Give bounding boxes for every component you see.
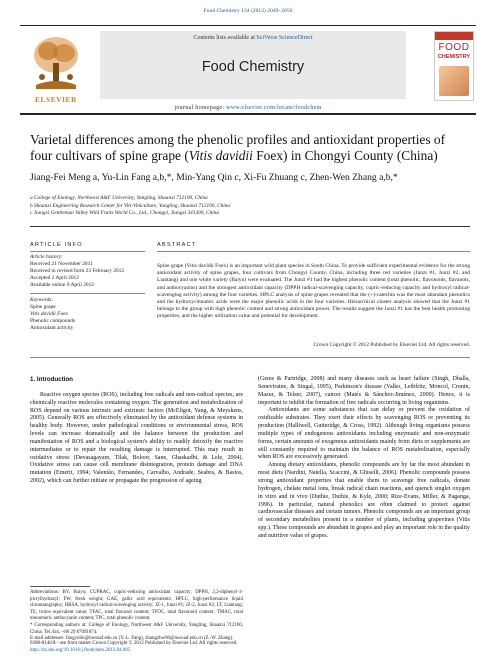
issn-line: 0308-8146/$ - see front matter Crown Copyright © 2012 Published by Elsevier Ltd. All rights reserved. bbox=[30, 641, 238, 646]
title-part-2: Foex) in Chongyi County (China) bbox=[252, 148, 438, 163]
article-info-heading: ARTICLE INFO bbox=[30, 242, 83, 248]
abstract-rule bbox=[157, 251, 470, 252]
abstract-heading: ABSTRACT bbox=[157, 242, 197, 248]
intro-paragraph: Among dietary antioxidants, phenolic compounds are by far the most abundant in most diets (Nardini, Natella, Scaccini, & Ghiselli, 2006). Phenolic compounds possess strong antioxidant properties that enable them to scavenge free radicals, donate hydrogen, chelate metal ions, break radical chain reactions, and quench singlet oxygen in vitro and in vivo (Duthie, Duthie, & Kyle, 2000; Rice-Evans, Miller, & Paganga, 1996). In particular, natural phenolics are often claimed to protect against cardiovascular diseases and certain tumors. Phenolic compounds are an important group of secondary metabolites present in a number of plants, including grapevines (Vitis spp.). These compounds are abundant in grapes and play an important role in the quality and nutritive value of grapes. bbox=[258, 462, 470, 539]
affiliation-a: a College of Enology, Northwest A&F University, Yangling, Shaanxi 712100, China bbox=[30, 195, 208, 201]
bottom-matter bbox=[30, 641, 470, 654]
elsevier-tree-logo-icon bbox=[26, 33, 86, 91]
history-label: Article history: bbox=[30, 254, 63, 260]
body-column-right bbox=[258, 376, 470, 541]
author-list: Jiang-Fei Meng a, Yu-Lin Fang a,b,*, Min-Yang Qin c, Xi-Fu Zhuang c, Zhen-Wen Zhang a,b,* bbox=[30, 172, 398, 183]
history-online: Available online 9 April 2012 bbox=[30, 282, 94, 288]
journal-cover-thumbnail[interactable] bbox=[434, 31, 474, 101]
abstract-bottom-rule bbox=[30, 357, 470, 358]
email-footnote: E-mail addresses: fangyulin@nwsuaf.edu.cn (Y.-L. Fang), zhangzhw60@nwsuaf.edu.cn (Z.-W. Zhang). bbox=[30, 636, 234, 642]
keyword-item: Spine grape bbox=[30, 304, 56, 310]
journal-title: Food Chemistry bbox=[201, 59, 305, 75]
publisher-name: ELSEVIER bbox=[35, 95, 77, 104]
intro-paragraph: Reactive oxygen species (ROS), including free radicals and non-radical species, are chemically reactive molecules containing oxygen. The generation and metabolization of ROS depend on various intrinsic and extrinsic factors (McEligot, Yang, & Meyskens, 2005). Generally ROS are effectively eliminated by the antioxidant defense systems in healthy body. However, under pathological conditions or environmental stress, ROS levels can increase dramatically and the balance between the production and manifestation of ROS and a biological system's ability to readily detoxify the reactive intermediates or to repair the resulting damage is interrupted. This may result in oxidative stress (Devasagayam, Tilak, Boloor, Sane, Ghaskadbi, & Lele, 2004). Oxidative stress can cause cell membrane disintegration, protein damage and DNA mutation (Emerit, 1994; Valentão, Fernandes, Carvalho, Andrade, Seabra, & Bastos, 2002), which can further initiate or propagate the progression of ageing bbox=[30, 391, 243, 485]
abbreviations-footnote: Abbreviations: BY, Baiyu; CUPRAC, cupric-reducing antioxidant capacity; DPPH, 2,2-diphenyl-1-picrylhydrazyl; FW, fresh weight; GAE, gallic acid equivalents; HPLC, high-performance liquid chromatography; HRSA, hydroxyl radical-scavenging activity; JZ-1, Junzi #1; JZ-2, Junzi #2; LT, Liantang; TE, trolox equivalent value; TFAC, total flavanol content; TFOC, total flavonoid content; TMAC, total monomeric anthocyanin content; TPC, total phenolic content. bbox=[30, 590, 243, 622]
title-block-rule bbox=[30, 226, 470, 227]
journal-header bbox=[20, 25, 476, 115]
doi-link[interactable]: http://dx.doi.org/10.1016/j.foodchem.2012.04.005 bbox=[30, 647, 131, 653]
journal-reference[interactable]: Food Chemistry 134 (2012) 2049–2056 bbox=[203, 8, 293, 14]
abstract-text: Spine grape (Vitis davidii Foex) is an important wild plant species in South China. To provide sufficient experimental evidence for the strong antioxidant activity of spine grapes, four cultivars from Chongyi County, China, including three red varieties (Junzi #1, Junzi #2, and Liantang) and one white variety (Baiyu) were evaluated. The Junzi #1 had the highest phenolic content (total phenolic, flavonoids, flavanols, and anthocyanins) and the strongest antioxidant capacity (DPPH radical-scavenging capacity, cupric-reducing capacity and hydroxyl radical-scavenging activity) among the four varieties. HPLC analysis of spine grapes revealed that the (+)-catechin was the most abundant phenolics and the hydroxycinnamic acids were the major phenolic acids in the four varieties. Hierarchical cluster analysis showed that the Junzi #1 belongs to the group with high phenolic content and strong antioxidant power. The results suggest the Junzi #1 has the best health promoting properties, and the higher utilization value and potential for development. bbox=[157, 263, 470, 320]
intro-paragraph: Antioxidants are some substances that can delay or prevent the oxidation of oxidizable substrates. They exert their effects by scavenging ROS or preventing its production (Halliwell, Gutteridge, & Cross, 1992). Although living organisms possess multiple types of endogenous antioxidants including enzymatic and non-enzymatic forms, certain amounts of exogenous antioxidants mainly from diets or supplements are still constantly required to maintain the balance of ROS metabolization, especially when ROS are excessively generated. bbox=[258, 407, 470, 461]
article-history bbox=[30, 254, 145, 289]
footnotes bbox=[30, 590, 243, 643]
corresponding-author-footnote: * Corresponding authors at: College of Enology, Northwest A&F University, Yangling, Shaanxi 712100, China. Tel./fax: +86 29 87091874. bbox=[30, 622, 243, 635]
homepage-prefix: journal homepage: bbox=[174, 105, 227, 111]
body-column-left bbox=[30, 376, 243, 486]
journal-homepage-line bbox=[20, 105, 476, 111]
keywords-label: Keywords: bbox=[30, 297, 54, 303]
contents-line bbox=[100, 35, 406, 41]
history-received: Received 21 November 2011 bbox=[30, 261, 93, 267]
affiliation-b: b Shaanxi Engineering Research Center for Viti-Viniculture, Yangling, Shaanxi 712100, China bbox=[30, 202, 231, 209]
keyword-item: Vitis davidii Foex bbox=[30, 311, 68, 317]
homepage-link[interactable]: www.elsevier.com/locate/foodchem bbox=[226, 105, 322, 111]
keyword-item: Phenolic compounds bbox=[30, 318, 76, 324]
article-info-rule bbox=[30, 251, 145, 252]
header-bottom-rule bbox=[20, 113, 476, 115]
keyword-item: Antioxidant activity bbox=[30, 325, 74, 331]
introduction-heading: 1. Introduction bbox=[30, 376, 73, 383]
history-accepted: Accepted 2 April 2012 bbox=[30, 275, 79, 281]
intro-paragraph: (Gems & Partridge, 2008) and many diseases such as heart failure (Singh, Dhalla, Seneviratne, & Singal, 1995), Parkinson's disease (Valko, Leibfritz, Moncol, Cronin, Mazur, & Telser, 2007), cancer (Matés & Sánchez-Jiménez, 2000). Hence, it is important to inhibit the formation of free radicals occurring in living organisms. bbox=[258, 376, 470, 406]
header-band bbox=[100, 31, 406, 99]
footnote-rule bbox=[30, 586, 90, 587]
cover-image bbox=[439, 66, 469, 96]
copyright-line: Crown Copyright © 2012 Published by Elsevier Ltd. All rights reserved. bbox=[313, 342, 470, 348]
affiliations bbox=[30, 195, 470, 218]
cover-food-text: FOOD bbox=[438, 42, 470, 53]
contents-prefix: Contents lists available at bbox=[193, 35, 257, 41]
keywords-rule bbox=[30, 293, 145, 294]
sciencedirect-link[interactable]: SciVerse ScienceDirect bbox=[256, 35, 313, 41]
article-title bbox=[30, 132, 470, 164]
header-top-rule bbox=[20, 25, 476, 26]
cover-chemistry-text: CHEMISTRY bbox=[437, 54, 471, 60]
affiliation-c: c Jiangxi Gentleman Valley Wild Fruits World Co., Ltd., Chongyi, Jiangxi 341300, China bbox=[30, 210, 220, 216]
history-revised: Received in revised form 23 February 2012 bbox=[30, 268, 125, 274]
title-species: Vitis davidii bbox=[188, 148, 253, 163]
keywords bbox=[30, 297, 145, 332]
cover-top-band bbox=[435, 32, 473, 40]
title-part-1: Varietal differences among the phenolic profiles and antioxidant properties of four cultivars of spine grape ( bbox=[30, 132, 446, 163]
